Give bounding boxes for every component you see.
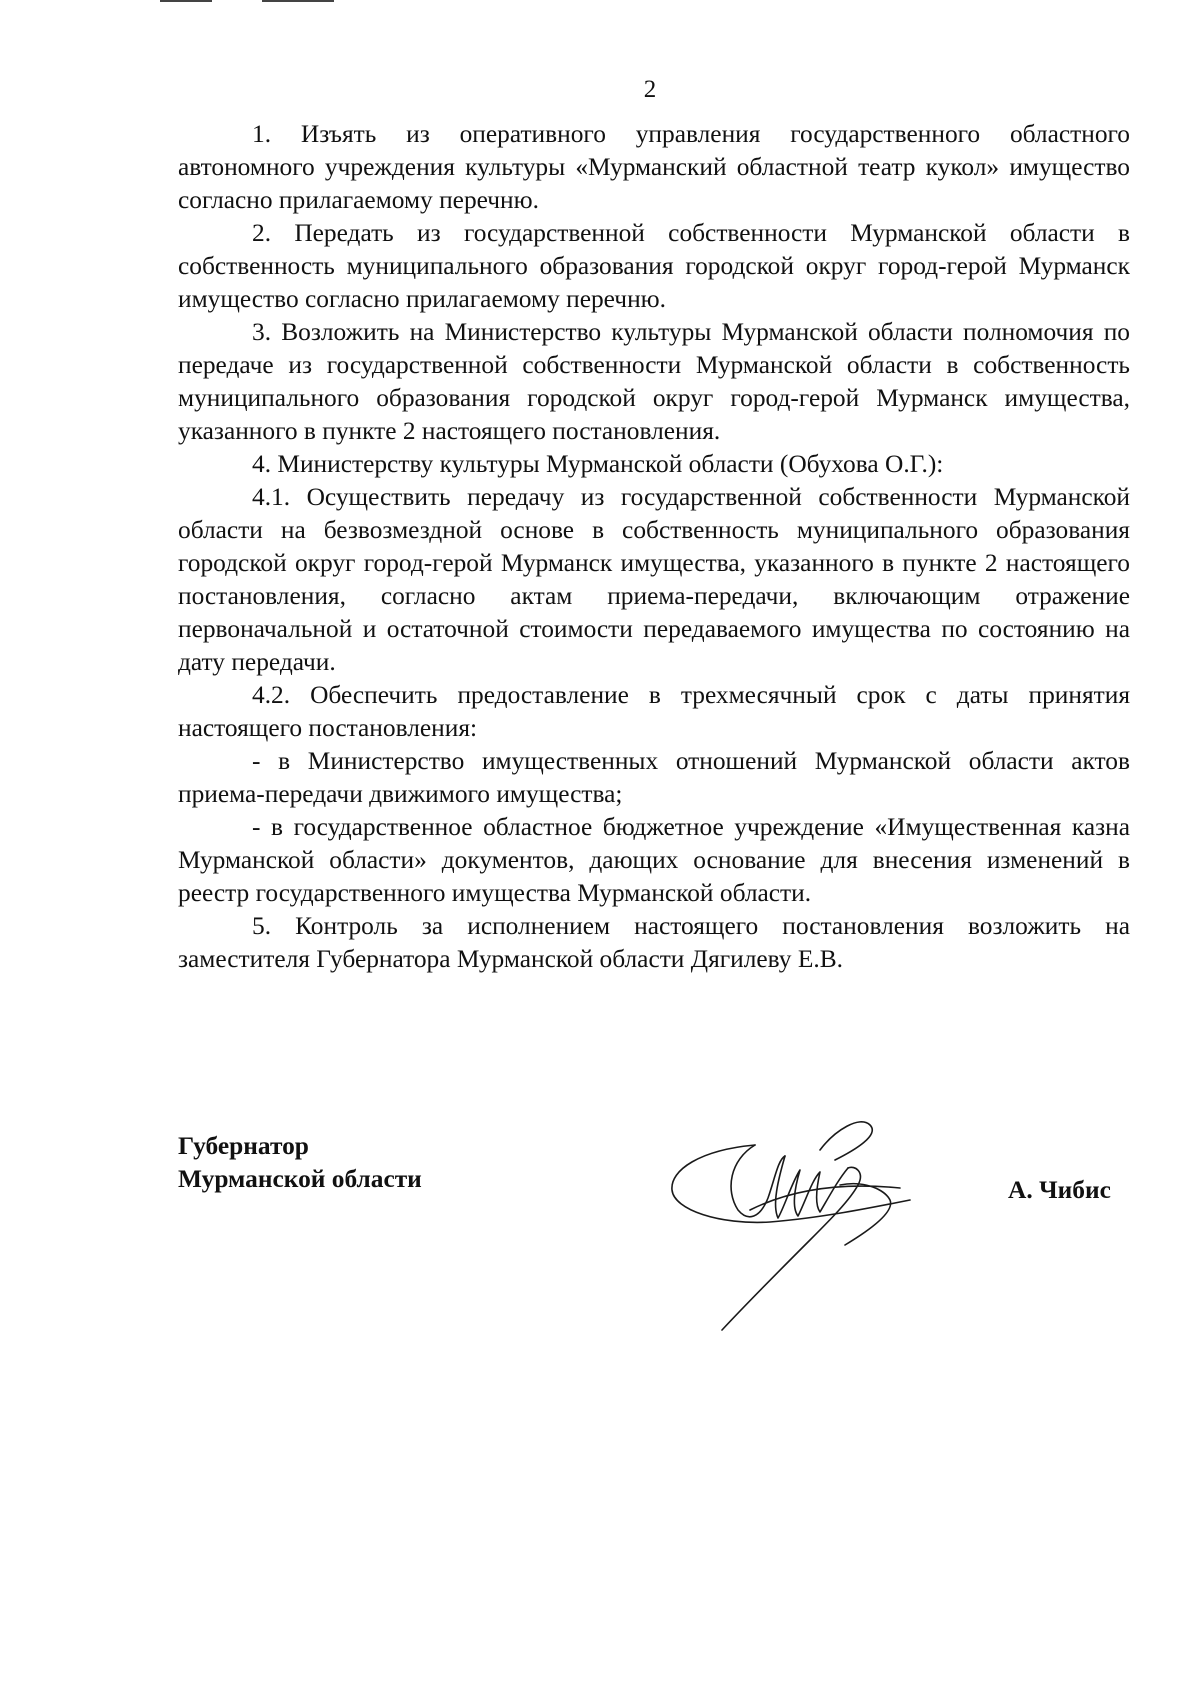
scan-artifact-mark — [160, 0, 212, 2]
paragraph-2: 2. Передать из государственной собственности Мурманской области в собственность муниципального образования городской округ город-герой Мурманск имущество согласно прилагаемому перечню. — [178, 219, 1130, 313]
signatory-position-line-1: Губернатор — [178, 1132, 309, 1160]
paragraph-1: 1. Изъять из оперативного управления государственного областного автономного учреждения культуры «Мурманский областной театр кукол» имущество согласно прилагаемому перечню. — [178, 120, 1130, 214]
signatory-position-line-2: Мурманской области — [178, 1165, 422, 1193]
paragraph-4-2: 4.2. Обеспечить предоставление в трехмесячный срок с даты принятия настоящего постановления: — [178, 681, 1130, 742]
signatory-name: А. Чибис — [1008, 1176, 1111, 1204]
document-body — [178, 118, 1130, 976]
paragraph-4-2-item-1: - в Министерство имущественных отношений Мурманской области актов приема-передачи движимого имущества; — [178, 747, 1130, 808]
paragraph-4-2-item-2: - в государственное областное бюджетное учреждение «Имущественная казна Мурманской области» документов, дающих основание для внесения изменений в реестр государственного имущества Мурманской области. — [178, 813, 1130, 907]
scan-artifact-mark — [262, 0, 334, 2]
handwritten-signature — [660, 1090, 960, 1350]
paragraph-5: 5. Контроль за исполнением настоящего постановления возложить на заместителя Губернатора Мурманской области Дягилеву Е.В. — [178, 912, 1130, 973]
paragraph-4-1: 4.1. Осуществить передачу из государственной собственности Мурманской области на безвозмездной основе в собственность муниципального образования городской округ город-герой Мурманск имущества, указанного в пункте 2 настоящего постановления, согласно актам приема-передачи, включающим отражение первоначальной и остаточной стоимости передаваемого имущества по состоянию на дату передачи. — [178, 483, 1130, 676]
paragraph-4: 4. Министерству культуры Мурманской области (Обухова О.Г.): — [252, 450, 944, 478]
signatory-position — [178, 1130, 422, 1196]
paragraph-3: 3. Возложить на Министерство культуры Мурманской области полномочия по передаче из государственной собственности Мурманской области в собственность муниципального образования городской округ город-герой Мурманск имущества, указанного в пункте 2 настоящего постановления. — [178, 318, 1130, 445]
page-number: 2 — [643, 76, 657, 103]
